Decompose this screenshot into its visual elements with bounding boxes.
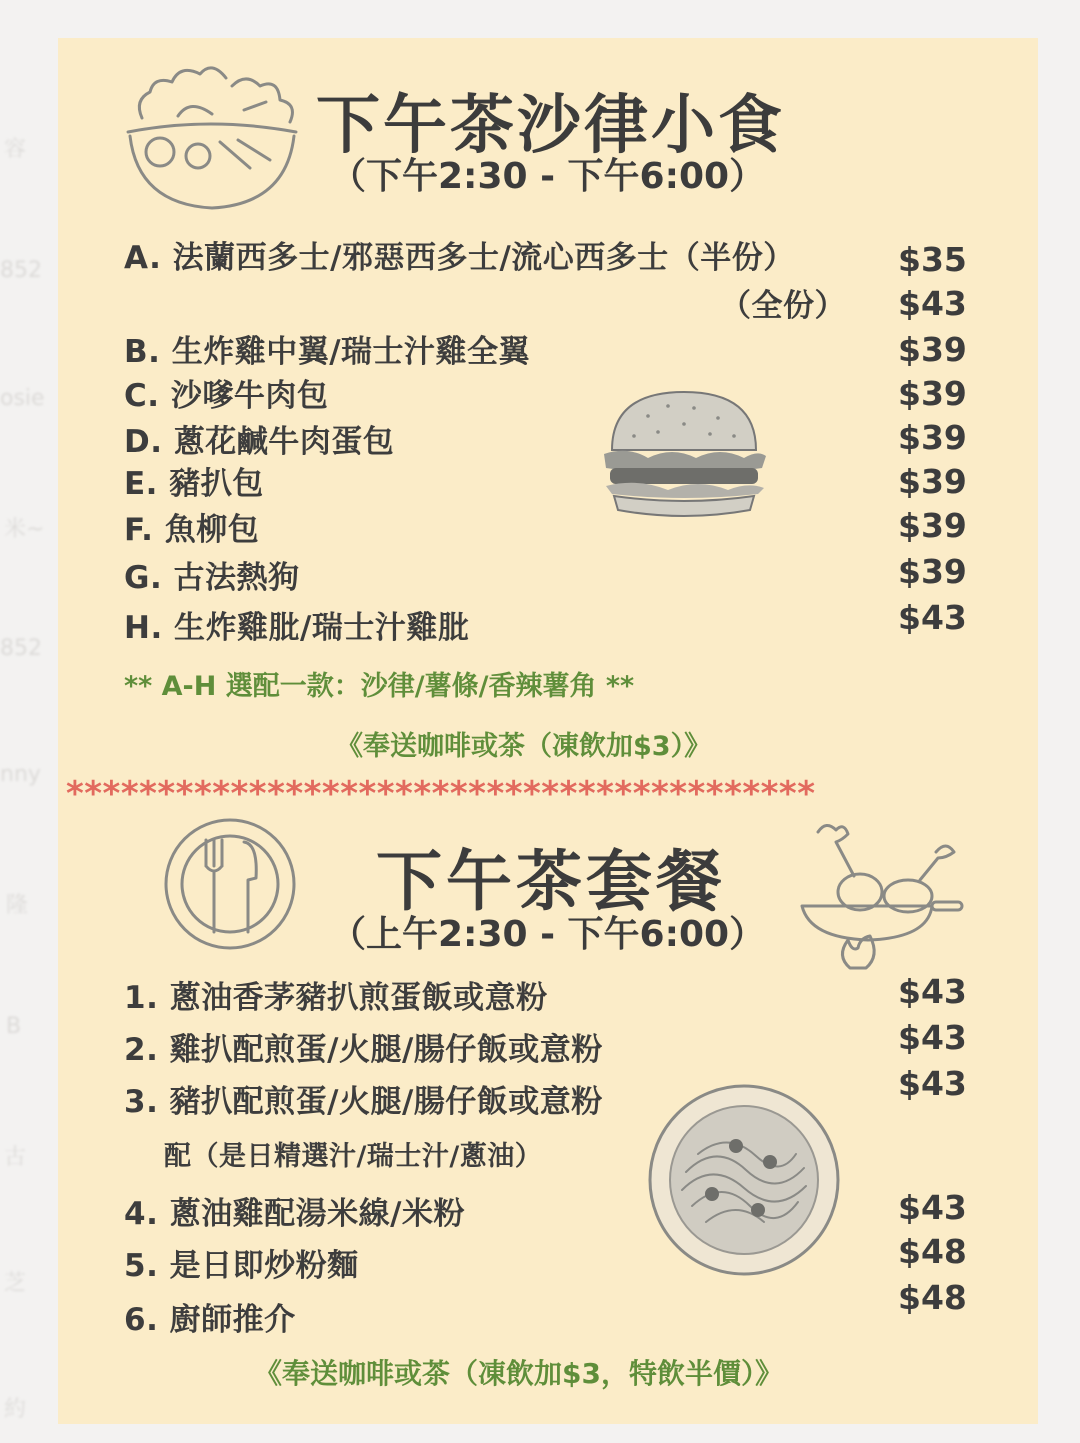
background-fragment: 芝 <box>4 1271 27 1296</box>
drink-note: 《奉送咖啡或茶（凍飲加$3）》 <box>336 731 712 762</box>
menu-item: 3. 豬扒配煎蛋/火腿/腸仔飯或意粉 <box>124 1084 603 1120</box>
menu-price: $39 <box>898 506 967 545</box>
section1-hours: （下午2:30 - 下午6:00） <box>330 156 766 197</box>
burger-icon <box>598 388 770 524</box>
menu-item: A. 法蘭西多士/邪惡西多士/流心西多士（半份） <box>124 240 795 276</box>
menu-price: $43 <box>898 1064 967 1103</box>
section1-title: 下午茶沙律小食 <box>316 89 785 163</box>
section2-hours: （上午2:30 - 下午6:00） <box>330 914 766 955</box>
background-fragment: 古 <box>4 1145 27 1170</box>
menu-price: $35 <box>898 240 967 279</box>
background-fragment: 852 <box>0 258 42 283</box>
background-fragment: 約 <box>4 1397 27 1422</box>
menu-price: $39 <box>898 330 967 369</box>
background-fragment: 米~ <box>4 517 45 542</box>
menu-item: C. 沙嗲牛肉包 <box>124 378 329 414</box>
star-divider: ***************************************** <box>66 774 816 814</box>
section2-title: 下午茶套餐 <box>376 843 726 920</box>
background-fragment: 852 <box>0 636 42 661</box>
background-fragment: 隆 <box>6 893 29 918</box>
side-dish-note: ** A-H 選配一款：沙律/薯條/香辣薯角 ** <box>124 671 635 702</box>
menu-item-sauce-option: 配（是日精選汁/瑞士汁/蔥油） <box>164 1141 543 1172</box>
plate-cutlery-icon <box>162 816 298 952</box>
menu-price: $39 <box>898 552 967 591</box>
menu-item: 5. 是日即炒粉麵 <box>124 1248 359 1284</box>
menu-price: $43 <box>898 972 967 1011</box>
menu-item: G. 古法熱狗 <box>124 560 300 596</box>
menu-item: B. 生炸雞中翼/瑞士汁雞全翼 <box>124 334 531 370</box>
menu-price: $43 <box>898 284 967 323</box>
menu-item: F. 魚柳包 <box>124 512 260 548</box>
chicken-pan-icon <box>796 818 966 972</box>
menu-item: 2. 雞扒配煎蛋/火腿/腸仔飯或意粉 <box>124 1032 603 1068</box>
menu-price: $39 <box>898 374 967 413</box>
menu-item: 4. 蔥油雞配湯米線/米粉 <box>124 1196 465 1232</box>
background-fragment: 容 <box>4 137 27 162</box>
background-fragment: B <box>6 1014 22 1039</box>
menu-price: $48 <box>898 1278 967 1317</box>
menu-price: $48 <box>898 1232 967 1271</box>
menu-item: D. 蔥花鹹牛肉蛋包 <box>124 424 395 460</box>
salad-bowl-icon <box>120 56 306 214</box>
menu-price: $43 <box>898 1018 967 1057</box>
menu-item: （全份） <box>720 288 846 324</box>
spaghetti-plate-icon <box>646 1082 842 1278</box>
menu-price: $43 <box>898 1188 967 1227</box>
menu-item: H. 生炸雞肶/瑞士汁雞肶 <box>124 610 470 646</box>
menu-item: 1. 蔥油香茅豬扒煎蛋飯或意粉 <box>124 980 548 1016</box>
set-drink-note: 《奉送咖啡或茶（凍飲加$3，特飲半價）》 <box>254 1357 783 1390</box>
menu-price: $43 <box>898 598 967 637</box>
menu-item: 6. 廚師推介 <box>124 1302 296 1338</box>
background-fragment: nny <box>0 762 41 787</box>
menu-card <box>58 38 1038 1424</box>
background-fragment: osie <box>0 386 45 411</box>
menu-item: E. 豬扒包 <box>124 466 264 502</box>
menu-price: $39 <box>898 462 967 501</box>
menu-price: $39 <box>898 418 967 457</box>
